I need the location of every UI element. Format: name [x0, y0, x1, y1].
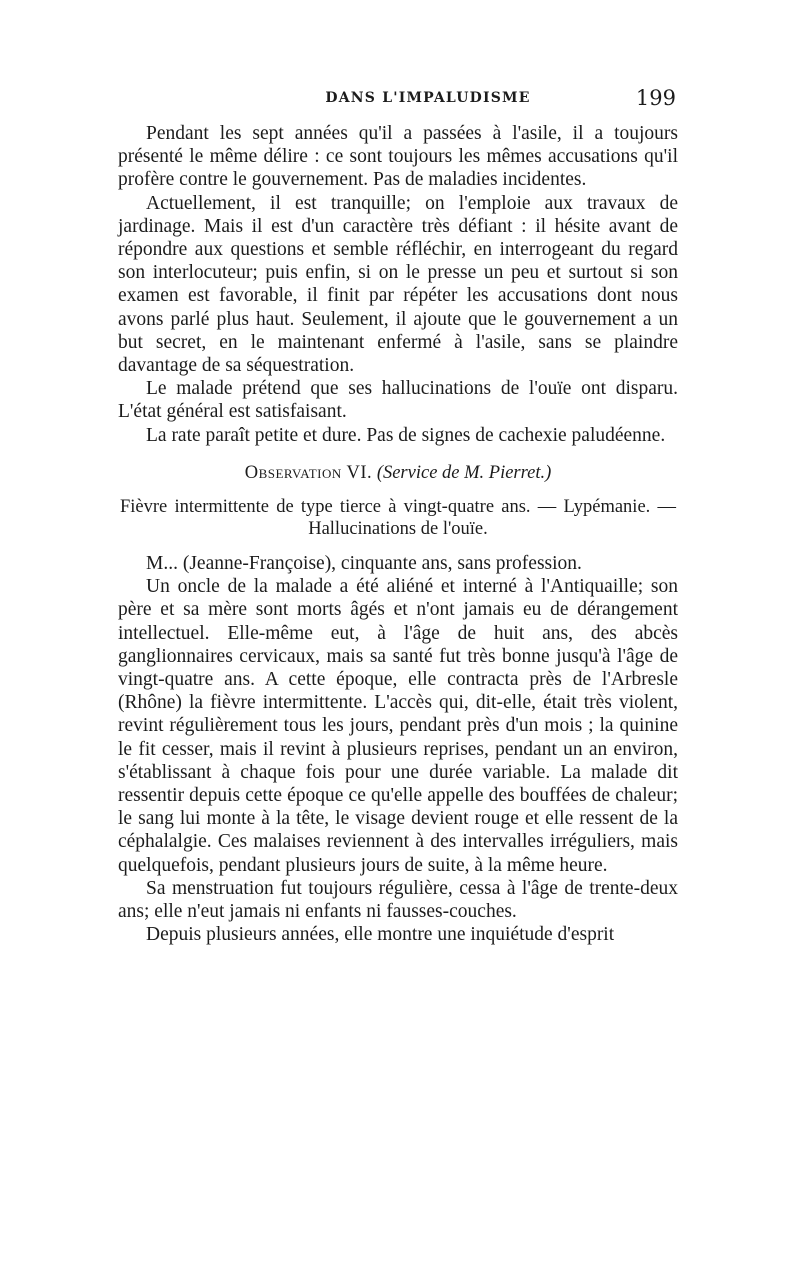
- page-header: [118, 86, 678, 116]
- running-head: DANS L'IMPALUDISME: [325, 90, 531, 106]
- observation-summary: Fièvre intermittente de type tierce à vingt-quatre ans. — Lypémanie. — Hallucinations de l'ouïe.: [120, 497, 676, 540]
- paragraph: Actuellement, il est tranquille; on l'emploie aux travaux de jardinage. Mais il est d'un caractère très défiant : il hésite avant de répondre aux questions et semble réfléchir, en interrogeant du regard son interlocuteur; puis enfin, si on le presse un peu et surtout si son examen est favorable, il finit par répéter les accusations dont nous avons parlé plus haut. Seulement, il ajoute que le gouvernement a un but secret, en le maintenant enfermé à l'asile, sans se plaindre davantage de sa séquestration.: [118, 192, 678, 377]
- observation-service: (Service de M. Pierret.): [376, 462, 552, 483]
- paragraph: Pendant les sept années qu'il a passées à l'asile, il a toujours présenté le même délire : ce sont toujours les mêmes accusations qu'il profère contre le gouvernement. Pas de maladies incidentes.: [118, 123, 678, 191]
- observation-title: [118, 462, 678, 485]
- body-text: [118, 122, 678, 947]
- paragraph: Sa menstruation fut toujours régulière, cessa à l'âge de trente-deux ans; elle n'eut jamais ni enfants ni fausses-couches.: [118, 877, 678, 923]
- paragraph: M... (Jeanne-Françoise), cinquante ans, sans profession.: [146, 553, 582, 575]
- paragraph: Le malade prétend que ses hallucinations de l'ouïe ont disparu. L'état général est satisfaisant.: [118, 378, 678, 423]
- page-number: 199: [635, 86, 676, 110]
- paragraph: Un oncle de la malade a été aliéné et interné à l'Antiquaille; son père et sa mère sont morts âgés et n'ont jamais eu de dérangement intellectuel. Elle-même eut, à l'âge de huit ans, des abcès ganglionnaires cervicaux, mais sa santé fut très bonne jusqu'à l'âge de vingt-quatre ans. A cette époque, elle contracta près de l'Arbresle (Rhône) la fièvre intermittente. L'accès qui, dit-elle, était très violent, revint régulièrement tous les jours, pendant près d'un mois ; la quinine le fit cesser, mais il revint à plusieurs reprises, pendant un an environ, s'établissant à chaque fois pour une durée variable. La malade dit ressentir depuis cette époque ce qu'elle appelle des bouffées de chaleur; le sang lui monte à la tête, le visage devient rouge et elle ressent de la céphalalgie. Ces malaises reviennent à des intervalles irréguliers, mais quelquefois, pendant plusieurs jours de suite, à la même heure.: [118, 576, 678, 876]
- observation-label: Observation VI.: [244, 462, 373, 483]
- paragraph: Depuis plusieurs années, elle montre une inquiétude d'esprit: [146, 924, 615, 946]
- paragraph: La rate paraît petite et dure. Pas de signes de cachexie paludéenne.: [146, 424, 666, 446]
